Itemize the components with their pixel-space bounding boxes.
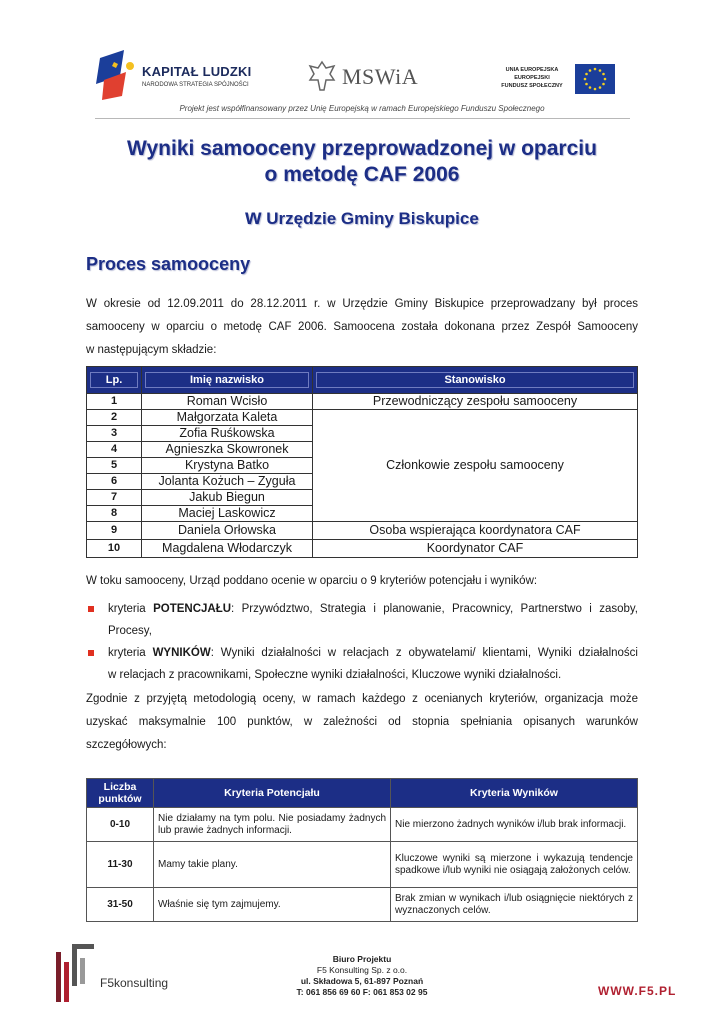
- f5-logo-text: F5konsulting: [100, 976, 169, 990]
- team-table-header: [87, 367, 638, 394]
- table-row: [87, 842, 638, 888]
- row-lp: 7: [87, 490, 142, 506]
- row-role: Osoba wspierająca koordynatora CAF: [313, 522, 638, 540]
- document-subtitle: [60, 206, 664, 230]
- row-results: Nie mierzono żadnych wyników i/lub brak informacji.: [391, 808, 638, 842]
- subtitle-w: w: [245, 206, 262, 229]
- polish-eagle-icon: [308, 60, 336, 92]
- row-lp: 9: [87, 522, 142, 540]
- row-lp: 6: [87, 474, 142, 490]
- intro-line-2: samooceny w oparciu o metodę CAF 2006. Samoocena została dokonana przez Zespół Samooceny: [86, 321, 638, 333]
- intro-paragraph: [86, 293, 638, 362]
- method-paragraph: [86, 688, 638, 757]
- mswia-logo: [308, 60, 428, 96]
- bullet1-text: : Przywództwo, Strategia i planowanie, Pracownicy, Partnerstwo i zasoby,: [231, 603, 638, 615]
- score-table-header: [87, 779, 638, 808]
- row-lp: 10: [87, 540, 142, 558]
- row-lp: 3: [87, 426, 142, 442]
- mswia-text: MSWiA: [342, 64, 419, 89]
- row-results: Kluczowe wyniki są mierzone i wykazują tendencje spadkowe i/lub wyniki nie osiągają założonych celów.: [391, 842, 638, 888]
- row-potential: Właśnie się tym zajmujemy.: [154, 888, 391, 922]
- row-lp: 8: [87, 506, 142, 522]
- bullet2-line-1: [108, 642, 638, 664]
- row-role: Koordynator CAF: [313, 540, 638, 558]
- list-item: [86, 642, 638, 686]
- row-name: Zofia Ruśkowska: [142, 426, 313, 442]
- footer-line-2: F5 Konsulting Sp. z o.o.: [316, 965, 408, 975]
- header-role-label: Stanowisko: [316, 372, 634, 388]
- header-lp-label: Lp.: [90, 372, 138, 388]
- table-row: [87, 522, 638, 540]
- table-row: [87, 888, 638, 922]
- header-potential: Kryteria Potencjału: [154, 779, 391, 808]
- header-role: [313, 367, 638, 394]
- row-name: Krystyna Batko: [142, 458, 313, 474]
- score-table: [86, 778, 638, 922]
- footer-line-4: T: 061 856 69 60 F: 061 853 02 95: [296, 987, 428, 997]
- members-role: Członkowie zespołu samooceny: [313, 410, 638, 522]
- intro-line-3: w następującym składzie:: [86, 344, 217, 356]
- bullet-square-icon: [88, 650, 94, 656]
- table-row: [87, 410, 638, 426]
- eu-flag-icon: [575, 64, 615, 94]
- footer-address: [262, 954, 462, 998]
- table-row: [87, 808, 638, 842]
- row-name: Jakub Biegun: [142, 490, 313, 506]
- bullet2-prefix: kryteria: [108, 647, 153, 659]
- f5-konsulting-logo: [56, 944, 196, 1002]
- website-link[interactable]: WWW.F5.PL: [598, 984, 677, 998]
- method-line-3: szczegółowych:: [86, 739, 167, 751]
- header-points-line1: Liczba: [103, 781, 137, 793]
- row-name: Małgorzata Kaleta: [142, 410, 313, 426]
- header-name-label: Imię nazwisko: [145, 372, 309, 388]
- bullet2-line-2: w relacjach z pracownikami, Społeczne wyniki działalności, Kluczowe wyniki działalności.: [108, 669, 562, 681]
- row-name: Jolanta Kożuch – Zyguła: [142, 474, 313, 490]
- document-title: [60, 136, 664, 188]
- team-table: [86, 366, 638, 558]
- title-line-2: o metodę CAF 2006: [264, 163, 460, 186]
- header-points: [87, 779, 154, 808]
- row-lp: 2: [87, 410, 142, 426]
- kapital-ludzki-logo: [96, 50, 266, 100]
- row-lp: 4: [87, 442, 142, 458]
- subtitle-text: Urzędzie Gminy Biskupice: [266, 209, 479, 228]
- eu-logo: [495, 62, 619, 96]
- eu-line3: FUNDUSZ SPOŁECZNY: [501, 83, 563, 89]
- row-name: Roman Wcisło: [142, 394, 313, 410]
- bullet1-line-1: [108, 598, 638, 620]
- row-points: 0-10: [87, 808, 154, 842]
- row-points: 31-50: [87, 888, 154, 922]
- header-points-line2: punktów: [98, 793, 142, 805]
- row-results: Brak zmian w wynikach i/lub osiągnięcie niektórych z wyznaczonych celów.: [391, 888, 638, 922]
- intro-line-1: W okresie od 12.09.2011 do 28.12.2011 r. w Urzędzie Gminy Biskupice przeprowadzany był proces: [86, 298, 638, 310]
- row-name: Daniela Orłowska: [142, 522, 313, 540]
- bullet2-text: : Wyniki działalności w relacjach z obywatelami/ klientami, Wyniki działalności: [210, 647, 638, 659]
- row-name: Maciej Laskowicz: [142, 506, 313, 522]
- cofunding-note: Projekt jest współfinansowany przez Unię Europejską w ramach Europejskiego Funduszu Społecznego: [179, 104, 545, 113]
- footer-line-1: Biuro Projektu: [332, 954, 392, 964]
- header-divider: [95, 118, 630, 119]
- row-points: 11-30: [87, 842, 154, 888]
- row-potential: Mamy takie plany.: [154, 842, 391, 888]
- header-results: Kryteria Wyników: [391, 779, 638, 808]
- row-name: Agnieszka Skowronek: [142, 442, 313, 458]
- row-role: Przewodniczący zespołu samooceny: [313, 394, 638, 410]
- bullet1-prefix: kryteria: [108, 603, 154, 615]
- row-lp: 1: [87, 394, 142, 410]
- kapital-ludzki-emblem-icon: [96, 50, 140, 100]
- criteria-intro: W toku samooceny, Urząd poddano ocenie w oparciu o 9 kryteriów potencjału i wyników:: [86, 575, 538, 587]
- f5-emblem-icon: [56, 944, 96, 1002]
- eu-logo-text: [495, 66, 569, 90]
- header-name: [142, 367, 313, 394]
- bullet-square-icon: [88, 606, 94, 612]
- bullet1-line-2: Procesy,: [108, 625, 152, 637]
- criteria-list: [86, 598, 638, 686]
- eu-line2: EUROPEJSKI: [514, 75, 550, 81]
- eu-line1: UNIA EUROPEJSKA: [505, 67, 559, 73]
- method-line-1: Zgodnie z przyjętą metodologią oceny, w ramach każdego z ocenianych kryteriów, organizacja może: [86, 693, 638, 705]
- row-lp: 5: [87, 458, 142, 474]
- title-line-1: Wyniki samooceny przeprowadzonej w oparciu: [127, 137, 597, 160]
- table-row: [87, 540, 638, 558]
- section-title: Proces samooceny: [86, 254, 251, 274]
- kapital-ludzki-subtitle: NARODOWA STRATEGIA SPÓJNOŚCI: [142, 82, 249, 88]
- method-line-2: uzyskać maksymalnie 100 punktów, w zależności od stopnia spełniania opisanych warunków: [86, 716, 638, 728]
- bullet1-bold: POTENCJAŁU: [153, 603, 232, 615]
- footer-line-3: ul. Składowa 5, 61-897 Poznań: [300, 976, 424, 986]
- bullet2-bold: WYNIKÓW: [152, 647, 211, 659]
- table-row: [87, 394, 638, 410]
- row-potential: Nie działamy na tym polu. Nie posiadamy żadnych lub prawie żadnych informacji.: [154, 808, 391, 842]
- header-lp: [87, 367, 142, 394]
- list-item: [86, 598, 638, 642]
- row-name: Magdalena Włodarczyk: [142, 540, 313, 558]
- kapital-ludzki-title: KAPITAŁ LUDZKI: [142, 64, 252, 79]
